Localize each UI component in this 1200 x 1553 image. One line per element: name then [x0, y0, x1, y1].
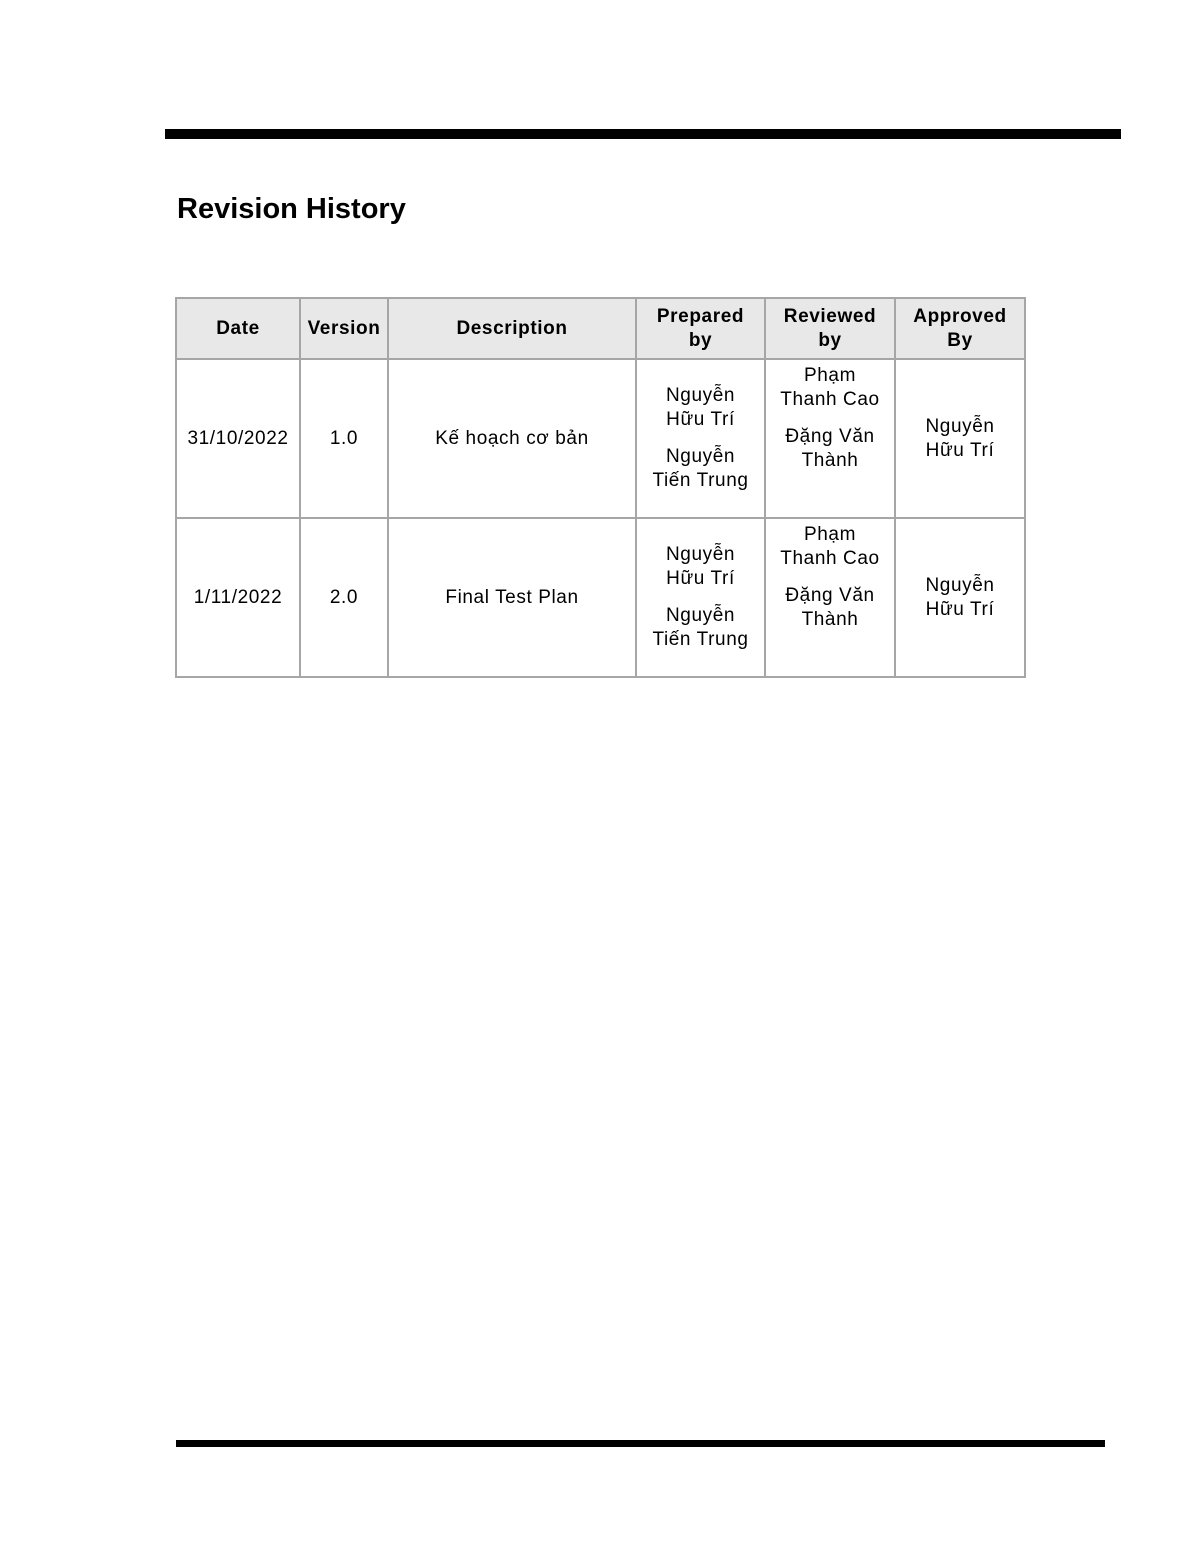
name-spacer	[770, 412, 890, 425]
approver-name-line: Nguyễn	[925, 574, 995, 596]
preparer-name-line: Hữu Trí	[666, 409, 735, 430]
preparer-name-line: Hữu Trí	[666, 568, 735, 589]
header-reviewed-by	[765, 298, 895, 359]
reviewer-name-line: Thành	[801, 609, 859, 630]
cell-version: 2.0	[300, 518, 388, 677]
cell-date: 31/10/2022	[176, 359, 300, 518]
table-header-row	[176, 298, 1025, 359]
approver-name-line: Hữu Trí	[925, 439, 995, 461]
reviewer-name-line: Thanh Cao	[780, 389, 880, 410]
preparer-name-line: Nguyễn	[665, 605, 736, 626]
header-description: Description	[388, 298, 636, 359]
approver-name-line: Hữu Trí	[925, 598, 995, 620]
prepared-by-list	[641, 384, 760, 493]
page-title: Revision History	[177, 193, 406, 225]
table-row	[176, 359, 1025, 518]
reviewed-by-list	[770, 364, 890, 473]
header-prepared-by	[636, 298, 765, 359]
header-date: Date	[176, 298, 300, 359]
preparer-name-line: Nguyễn	[665, 385, 736, 406]
name-spacer	[770, 571, 890, 584]
header-prepared-line1: Prepared	[656, 305, 745, 327]
header-approved-line1: Approved	[913, 305, 1007, 327]
name-spacer	[641, 591, 760, 604]
reviewer-name-line: Phạm	[803, 524, 857, 545]
cell-prepared-by	[636, 359, 765, 518]
header-reviewed-line2: by	[818, 329, 842, 351]
preparer-name-line: Nguyễn	[665, 446, 736, 467]
reviewer-name-line: Thành	[801, 450, 859, 471]
reviewer-name-line: Đặng Văn	[785, 585, 875, 606]
footer-rule	[176, 1440, 1105, 1447]
reviewer-name-line: Phạm	[803, 365, 857, 386]
cell-date: 1/11/2022	[176, 518, 300, 677]
header-rule	[165, 129, 1121, 139]
header-approved-line2: By	[947, 329, 973, 351]
reviewer-name-line: Thanh Cao	[780, 548, 880, 569]
table-row	[176, 518, 1025, 677]
preparer-name-line: Nguyễn	[665, 544, 736, 565]
cell-description: Final Test Plan	[388, 518, 636, 677]
prepared-by-list	[641, 543, 760, 652]
preparer-name-line: Tiến Trung	[652, 470, 749, 491]
approver-name-line: Nguyễn	[925, 415, 995, 437]
reviewer-name-line: Đặng Văn	[785, 426, 875, 447]
cell-reviewed-by	[765, 518, 895, 677]
name-spacer	[641, 432, 760, 445]
header-version: Version	[300, 298, 388, 359]
header-reviewed-line1: Reviewed	[783, 305, 877, 327]
cell-version: 1.0	[300, 359, 388, 518]
revision-history-table	[175, 297, 1026, 678]
preparer-name-line: Tiến Trung	[652, 629, 749, 650]
header-approved-by	[895, 298, 1025, 359]
reviewed-by-list	[770, 523, 890, 632]
cell-prepared-by	[636, 518, 765, 677]
cell-description: Kế hoạch cơ bản	[388, 359, 636, 518]
cell-approved-by	[895, 359, 1025, 518]
header-prepared-line2: by	[688, 329, 713, 351]
cell-reviewed-by	[765, 359, 895, 518]
cell-approved-by	[895, 518, 1025, 677]
